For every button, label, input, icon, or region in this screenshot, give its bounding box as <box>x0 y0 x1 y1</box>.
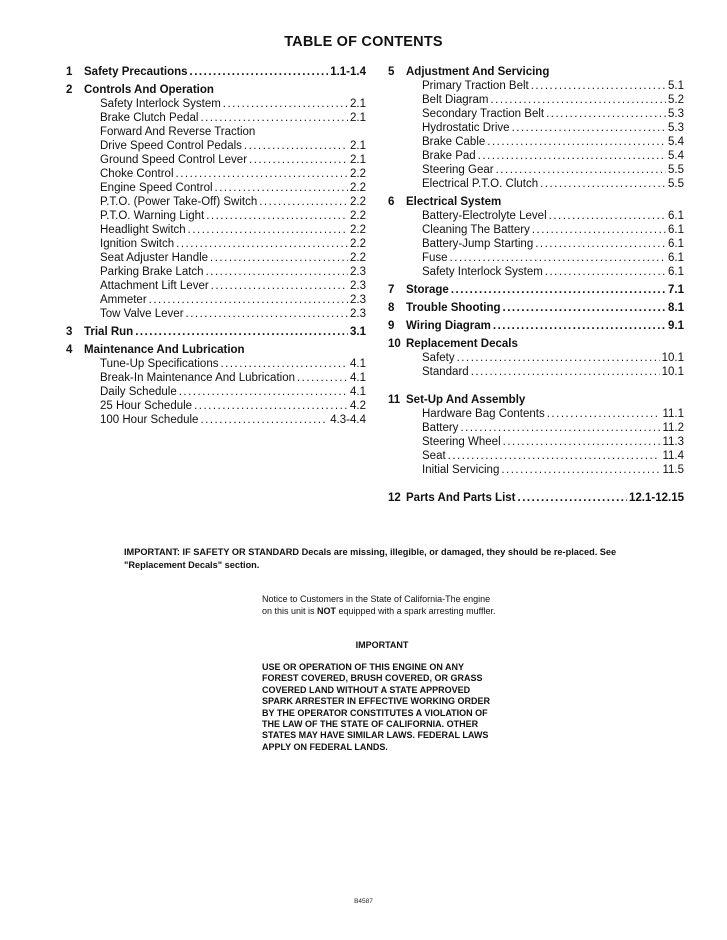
notice-text-before: Notice to Customers in the State of California-The engine on this unit is <box>262 594 491 616</box>
entry-title: Hydrostatic Drive <box>422 122 510 134</box>
notice-text-after: equipped with a spark arresting muffler. <box>336 605 496 616</box>
toc-section-4[interactable] <box>66 343 366 357</box>
dot-leader <box>297 371 348 385</box>
dot-leader <box>176 237 348 251</box>
dot-leader <box>535 237 666 251</box>
dot-leader <box>135 325 348 339</box>
dot-leader <box>200 413 328 427</box>
toc-entry[interactable] <box>66 139 366 153</box>
toc-entry[interactable] <box>388 463 684 477</box>
dot-leader <box>531 79 666 93</box>
page-number: 5.2 <box>668 94 684 106</box>
dot-leader <box>194 399 348 413</box>
entry-title: Steering Wheel <box>422 436 501 448</box>
page-number: 5.5 <box>668 164 684 176</box>
dot-leader <box>518 491 628 505</box>
section-title: Parts And Parts List <box>406 492 516 504</box>
page-number: 2.1 <box>350 140 366 152</box>
entry-title: Battery <box>422 422 459 434</box>
page-number: 2.2 <box>350 182 366 194</box>
section-title: Trouble Shooting <box>406 302 501 314</box>
section-number: 9 <box>388 320 395 332</box>
dot-leader <box>206 265 348 279</box>
toc-entry[interactable] <box>66 279 366 293</box>
entry-title: Brake Pad <box>422 150 476 162</box>
section-number: 10 <box>388 338 401 350</box>
toc-entry[interactable] <box>66 265 366 279</box>
toc-left-column <box>66 65 366 427</box>
toc-entry[interactable] <box>66 125 366 139</box>
entry-title: Brake Cable <box>422 136 486 148</box>
important-note: IMPORTANT: IF SAFETY OR STANDARD Decals are missing, illegible, or damaged, they should be re-placed. See "Replacement Decals" section. <box>124 547 617 570</box>
dot-leader <box>451 283 666 297</box>
toc-entry[interactable] <box>388 407 684 421</box>
page-number: 5.4 <box>668 136 684 148</box>
section-title: Trial Run <box>84 326 134 338</box>
toc-section-5[interactable] <box>388 65 684 79</box>
page-number: 4.1 <box>350 358 366 370</box>
toc-entry[interactable] <box>388 421 684 435</box>
toc-entry[interactable] <box>66 195 366 209</box>
page-number: 5.5 <box>668 178 684 190</box>
entry-title: Brake Clutch Pedal <box>100 112 199 124</box>
dot-leader <box>540 177 666 191</box>
entry-title: Initial Servicing <box>422 464 500 476</box>
dot-leader <box>215 181 348 195</box>
dot-leader <box>188 223 348 237</box>
dot-leader <box>496 163 666 177</box>
section-title: Set-Up And Assembly <box>406 394 526 406</box>
page-number: 11.4 <box>662 450 684 462</box>
page-number: 9.1 <box>668 320 684 332</box>
entry-title: Choke Control <box>100 168 174 180</box>
dot-leader <box>545 265 666 279</box>
toc-entry[interactable] <box>388 79 684 93</box>
toc-section-10[interactable] <box>388 337 684 351</box>
entry-title: Drive Speed Control Pedals <box>100 140 242 152</box>
dot-leader <box>532 223 666 237</box>
entry-title: Forward And Reverse Traction <box>100 126 256 138</box>
dot-leader <box>547 407 661 421</box>
dot-leader <box>490 93 666 107</box>
entry-title: Daily Schedule <box>100 386 177 398</box>
section-title: Storage <box>406 284 449 296</box>
page-number: 2.2 <box>350 168 366 180</box>
section-title: Adjustment And Servicing <box>406 66 550 78</box>
toc-entry[interactable] <box>388 251 684 265</box>
toc-entry[interactable] <box>388 107 684 121</box>
dot-leader <box>457 351 660 365</box>
california-notice <box>262 594 497 617</box>
page-number: 4.1 <box>350 372 366 384</box>
toc-entry[interactable] <box>388 237 684 251</box>
entry-title: Fuse <box>422 252 448 264</box>
toc-entry[interactable] <box>388 351 684 365</box>
page-number: 6.1 <box>668 252 684 264</box>
toc-section-9[interactable] <box>388 319 684 333</box>
entry-title: Ammeter <box>100 294 147 306</box>
toc-right-column <box>388 65 684 505</box>
section-title: Safety Precautions <box>84 66 188 78</box>
entry-title: Break-In Maintenance And Lubrication <box>100 372 295 384</box>
entry-title: 100 Hour Schedule <box>100 414 199 426</box>
dot-leader <box>149 293 348 307</box>
dot-leader <box>220 357 348 371</box>
notice-emphasis: NOT <box>317 605 337 616</box>
toc-entry[interactable] <box>66 237 366 251</box>
page-number: 3.1 <box>350 326 366 338</box>
section-number: 1 <box>66 66 73 78</box>
toc-entry[interactable] <box>388 163 684 177</box>
toc-entry[interactable] <box>66 167 366 181</box>
page-number: 5.3 <box>668 122 684 134</box>
entry-title: Secondary Traction Belt <box>422 108 545 120</box>
dot-leader <box>249 153 348 167</box>
page-number: 2.3 <box>350 308 366 320</box>
section-title: Controls And Operation <box>84 84 214 96</box>
toc-entry[interactable] <box>66 97 366 111</box>
page-number: 2.2 <box>350 238 366 250</box>
toc-section-1[interactable] <box>66 65 366 79</box>
toc-entry[interactable] <box>388 223 684 237</box>
dot-leader <box>503 435 661 449</box>
dot-leader <box>503 301 666 315</box>
page-title: TABLE OF CONTENTS <box>284 34 443 50</box>
section-number: 3 <box>66 326 73 338</box>
page-number: 8.1 <box>668 302 684 314</box>
toc-entry[interactable] <box>388 135 684 149</box>
page-number: 2.1 <box>350 154 366 166</box>
entry-title: Cleaning The Battery <box>422 224 530 236</box>
toc-entry[interactable] <box>66 357 366 371</box>
entry-title: Headlight Switch <box>100 224 186 236</box>
toc-entry[interactable] <box>66 209 366 223</box>
entry-title: Battery-Jump Starting <box>422 238 534 250</box>
dot-leader <box>179 385 348 399</box>
dot-leader <box>186 307 348 321</box>
page-number: 2.1 <box>350 98 366 110</box>
toc-entry[interactable] <box>66 371 366 385</box>
page-number: 6.1 <box>668 224 684 236</box>
toc-entry[interactable] <box>388 121 684 135</box>
section-title: Maintenance And Lubrication <box>84 344 245 356</box>
dot-leader <box>244 139 348 153</box>
dot-leader <box>460 421 660 435</box>
dot-leader <box>223 97 348 111</box>
entry-title: Safety Interlock System <box>422 266 543 278</box>
dot-leader <box>259 195 348 209</box>
section-number: 7 <box>388 284 395 296</box>
entry-title: Engine Speed Control <box>100 182 213 194</box>
dot-leader <box>546 107 666 121</box>
toc-entry[interactable] <box>66 307 366 321</box>
page-number: 4.1 <box>350 386 366 398</box>
toc-section-11[interactable] <box>388 393 684 407</box>
entry-title: Safety Interlock System <box>100 98 221 110</box>
dot-leader <box>512 121 666 135</box>
section-number: 8 <box>388 302 395 314</box>
toc-entry[interactable] <box>66 181 366 195</box>
page-number: 1.1-1.4 <box>330 66 366 78</box>
toc-entry[interactable] <box>388 177 684 191</box>
entry-title: Attachment Lift Lever <box>100 280 209 292</box>
page-number: 7.1 <box>668 284 684 296</box>
section-number: 11 <box>388 394 401 406</box>
toc-entry[interactable] <box>388 209 684 223</box>
toc-entry[interactable] <box>66 385 366 399</box>
entry-title: Hardware Bag Contents <box>422 408 545 420</box>
toc-entry[interactable] <box>388 93 684 107</box>
dot-leader <box>549 209 666 223</box>
page-number: 10.1 <box>661 366 684 378</box>
entry-title: Battery-Electrolyte Level <box>422 210 547 222</box>
dot-leader <box>206 209 348 223</box>
page-number: 2.2 <box>350 196 366 208</box>
entry-title: Tune-Up Specifications <box>100 358 219 370</box>
page-number: 4.2 <box>350 400 366 412</box>
page-number: 2.3 <box>350 266 366 278</box>
entry-title: Belt Diagram <box>422 94 489 106</box>
page-number: 10.1 <box>661 352 684 364</box>
entry-title: Ground Speed Control Lever <box>100 154 248 166</box>
toc-section-3[interactable] <box>66 325 366 339</box>
document-code: B4587 <box>354 898 373 905</box>
dot-leader <box>478 149 666 163</box>
section-number: 12 <box>388 492 401 504</box>
entry-title: Electrical P.T.O. Clutch <box>422 178 539 190</box>
toc-section-6[interactable] <box>388 195 684 209</box>
entry-title: Ignition Switch <box>100 238 175 250</box>
toc-section-7[interactable] <box>388 283 684 297</box>
section-title: Wiring Diagram <box>406 320 491 332</box>
entry-title: P.T.O. Warning Light <box>100 210 205 222</box>
entry-title: Safety <box>422 352 455 364</box>
page-number: 2.3 <box>350 280 366 292</box>
dot-leader <box>200 111 348 125</box>
entry-title: Seat <box>422 450 446 462</box>
dot-leader <box>210 251 348 265</box>
entry-title: Standard <box>422 366 469 378</box>
entry-title: Seat Adjuster Handle <box>100 252 209 264</box>
toc-entry[interactable] <box>388 365 684 379</box>
entry-title: Parking Brake Latch <box>100 266 204 278</box>
important-heading: IMPORTANT <box>355 640 409 650</box>
toc-entry[interactable] <box>66 413 366 427</box>
section-number: 2 <box>66 84 73 96</box>
section-title: Replacement Decals <box>406 338 518 350</box>
dot-leader <box>450 251 666 265</box>
dot-leader <box>487 135 666 149</box>
toc-entry[interactable] <box>66 399 366 413</box>
dot-leader <box>471 365 660 379</box>
entry-title: Tow Valve Lever <box>100 308 184 320</box>
toc-section-8[interactable] <box>388 301 684 315</box>
entry-title: 25 Hour Schedule <box>100 400 193 412</box>
page-number: 6.1 <box>668 210 684 222</box>
page-number: 12.1-12.15 <box>629 492 684 504</box>
entry-title: Steering Gear <box>422 164 494 176</box>
page-number: 2.2 <box>350 210 366 222</box>
spacer <box>388 477 684 491</box>
page-number: 11.3 <box>662 436 684 448</box>
toc-entry[interactable] <box>388 149 684 163</box>
page-number: 5.4 <box>668 150 684 162</box>
page-number: 11.1 <box>662 408 684 420</box>
spark-arrester-warning: USE OR OPERATION OF THIS ENGINE ON ANY FOREST COVERED, BRUSH COVERED, OR GRASS COVERED LAND WITHOUT A STATE APPROVED SPARK ARRESTER IN EFFECTIVE WORKING ORDER BY THE OPERATOR CONSTITUTES A VIOLATION OF THE LAW OF THE STATE OF CALIFORNIA. OTHER STATES MAY HAVE SIMILAR LAWS. FEDERAL LAWS APPLY ON FEDERAL LANDS. <box>262 662 491 752</box>
section-number: 6 <box>388 196 395 208</box>
toc-entry[interactable] <box>66 111 366 125</box>
page-number: 6.1 <box>668 238 684 250</box>
toc-entry[interactable] <box>388 265 684 279</box>
toc-entry[interactable] <box>66 251 366 265</box>
section-title: Electrical System <box>406 196 502 208</box>
toc-entry[interactable] <box>66 153 366 167</box>
dot-leader <box>211 279 348 293</box>
dot-leader <box>176 167 348 181</box>
page-number: 6.1 <box>668 266 684 278</box>
dot-leader <box>448 449 661 463</box>
page-number: 5.1 <box>668 80 684 92</box>
page-number: 2.2 <box>350 252 366 264</box>
page-number: 2.1 <box>350 112 366 124</box>
page-number: 4.3-4.4 <box>330 414 366 426</box>
toc-section-2[interactable] <box>66 83 366 97</box>
dot-leader <box>493 319 666 333</box>
dot-leader <box>190 65 329 79</box>
page-number: 2.3 <box>350 294 366 306</box>
dot-leader <box>501 463 660 477</box>
section-number: 4 <box>66 344 73 356</box>
toc-entry[interactable] <box>66 223 366 237</box>
page-number: 11.5 <box>662 464 684 476</box>
spacer <box>388 379 684 393</box>
entry-title: P.T.O. (Power Take-Off) Switch <box>100 196 258 208</box>
page-number: 5.3 <box>668 108 684 120</box>
page-number: 11.2 <box>662 422 684 434</box>
toc-entry[interactable] <box>66 293 366 307</box>
toc-entry[interactable] <box>388 435 684 449</box>
section-number: 5 <box>388 66 395 78</box>
toc-entry[interactable] <box>388 449 684 463</box>
toc-section-12[interactable] <box>388 491 684 505</box>
page-number: 2.2 <box>350 224 366 236</box>
entry-title: Primary Traction Belt <box>422 80 529 92</box>
